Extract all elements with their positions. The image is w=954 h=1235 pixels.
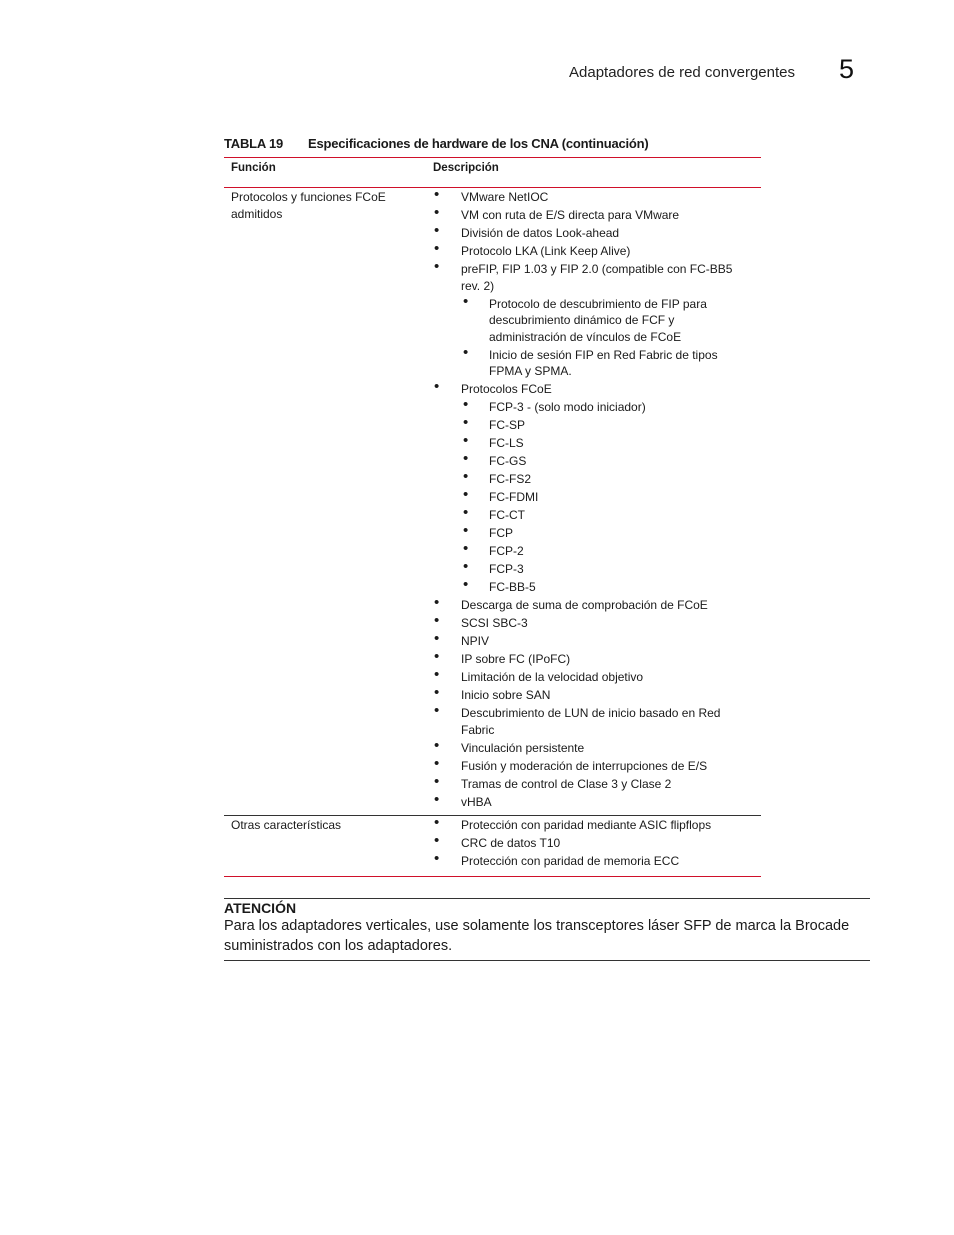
sub-bullet-item: • FCP-3 - (solo modo iniciador)	[434, 399, 744, 416]
sub-bullet-item: • FC-FDMI	[434, 489, 744, 506]
bullet-item: • Fusión y moderación de interrupciones de E/S	[434, 758, 744, 775]
sub-bullet-item: • FC-GS	[434, 453, 744, 470]
sub-bullet-item: • FCP-2	[434, 543, 744, 560]
bullet-item: • Protección con paridad de memoria ECC	[434, 853, 744, 870]
note-top-rule	[224, 898, 870, 899]
bullet-item: • Descarga de suma de comprobación de FCoE	[434, 597, 744, 614]
table-caption-label: TABLA 19	[224, 136, 284, 151]
column-header-function: Función	[231, 162, 276, 174]
bullet-item: • Limitación de la velocidad objetivo	[434, 669, 744, 686]
column-header-description: Descripción	[433, 162, 499, 174]
table-caption	[224, 136, 649, 151]
bullet-item: • SCSI SBC-3	[434, 615, 744, 632]
table-top-rule	[224, 157, 761, 158]
bullet-item: • CRC de datos T10	[434, 835, 744, 852]
table-bottom-rule	[224, 876, 761, 877]
sub-bullet-item: • FC-BB-5	[434, 579, 744, 596]
bullet-item: • Protocolos FCoE	[434, 381, 744, 398]
bullet-item: • Descubrimiento de LUN de inicio basado en Red Fabric	[434, 705, 744, 738]
bullet-item: • Inicio sobre SAN	[434, 687, 744, 704]
sub-bullet-item: • FC-SP	[434, 417, 744, 434]
sub-bullet-item: • FC-FS2	[434, 471, 744, 488]
chapter-number: 5	[839, 54, 855, 84]
chapter-title: Adaptadores de red convergentes	[569, 64, 795, 81]
bullet-item: • NPIV	[434, 633, 744, 650]
note-title: ATENCIÓN	[224, 900, 297, 916]
sub-bullet-item: • FCP-3	[434, 561, 744, 578]
bullet-item: • preFIP, FIP 1.03 y FIP 2.0 (compatible con FC-BB5 rev. 2)	[434, 261, 744, 294]
sub-bullet-item: • Inicio de sesión FIP en Red Fabric de tipos FPMA y SPMA.	[434, 347, 744, 380]
row-divider	[224, 815, 761, 816]
bullet-item: • vHBA	[434, 794, 744, 811]
bullet-item: • División de datos Look-ahead	[434, 225, 744, 242]
sub-bullet-item: • FC-CT	[434, 507, 744, 524]
sub-bullet-item: • FCP	[434, 525, 744, 542]
note-body: Para los adaptadores verticales, use solamente los transceptores láser SFP de marca la Brocade suministrados con los adaptadores.	[224, 918, 850, 954]
bullet-item: • VMware NetIOC	[434, 189, 744, 206]
bullet-item: • Vinculación persistente	[434, 740, 744, 757]
note-bottom-rule	[224, 960, 870, 961]
sub-bullet-item: • Protocolo de descubrimiento de FIP para descubrimiento dinámico de FCF y administración de vínculos de FCoE	[434, 296, 744, 346]
header-bottom-rule	[224, 187, 761, 188]
table-caption-title: Especificaciones de hardware de los CNA (continuación)	[308, 136, 649, 151]
row-description-other	[434, 817, 744, 871]
bullet-item: • Protocolo LKA (Link Keep Alive)	[434, 243, 744, 260]
bullet-item: • VM con ruta de E/S directa para VMware	[434, 207, 744, 224]
row-function-fcoe: Protocolos y funciones FCoE admitidos	[231, 190, 386, 221]
sub-bullet-item: • FC-LS	[434, 435, 744, 452]
row-function-other: Otras características	[231, 818, 342, 832]
row-description-fcoe	[434, 189, 744, 812]
bullet-item: • Protección con paridad mediante ASIC flipflops	[434, 817, 744, 834]
bullet-item: • IP sobre FC (IPoFC)	[434, 651, 744, 668]
bullet-item: • Tramas de control de Clase 3 y Clase 2	[434, 776, 744, 793]
